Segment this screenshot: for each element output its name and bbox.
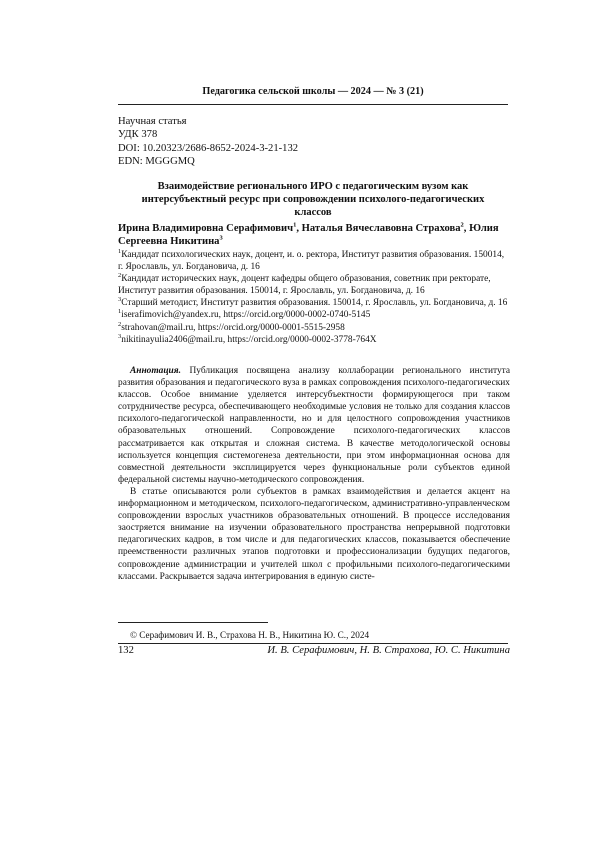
- abstract-label: Аннотация.: [130, 366, 181, 376]
- journal-header: Педагогика сельской школы — 2024 — № 3 (21): [202, 86, 424, 97]
- running-authors: И. В. Серафимович, Н. В. Страхова, Ю. С. Никитина: [267, 645, 510, 656]
- udk: УДК 378: [118, 129, 158, 141]
- affiliation-item: $^1$Кандидат психологических наук, доцент, и. о. ректора, Институт развития образования. 150014, г. Ярославль, ул. Богдановича, д. 16: [118, 247, 505, 273]
- edn: EDN: MGGGMQ: [118, 156, 195, 168]
- footnote-rule: [118, 622, 268, 623]
- affiliation-item: $^3$Старший методист, Институт развития образования. 150014, г. Ярославль, ул. Богдановича, д. 16: [118, 296, 508, 309]
- abstract: [118, 365, 510, 583]
- author-name: Юлия Сергеевна Никитина: [118, 223, 499, 247]
- authors-line: Ирина Владимировна Серафимович$^1$, Наталья Вячеславовна Страхова$^2$, Юлия Сергеевна Никитина$^3$: [118, 221, 499, 247]
- article-title: Взаимодействие регионального ИРО с педагогическим вузом как интерсубъектный ресурс при сопровождении психолого-педагогических классов: [141, 181, 485, 218]
- author-sup: 3: [219, 234, 223, 242]
- affiliations: [118, 249, 510, 346]
- author-sup: 1: [293, 221, 297, 229]
- affiliation-item: $^2$Кандидат исторических наук, доцент кафедры общего образования, советник при ректорате, Институт развития образования. 150014, г. Ярославль, ул. Богдановича, д. 16: [118, 272, 491, 297]
- footer-rule: [118, 643, 508, 644]
- author-name: Наталья Вячеславовна Страхова: [301, 223, 461, 234]
- abstract-paragraph: В статье описываются роли субъектов в рамках взаимодействия и делается акцент на информационном и методическом, психолого-педагогическом, административно-управленческом сопровождении взрослых участников образовательных отношений. В процессе исследования заостряется внимание на изучении образовательного пространства непрерывной подготовки педагогических кадров, в том числе и для педагогических классов, показывается обеспечение преемственности различных этапов подготовки и профессионализации будущих педагогов, сопровождение администрации и учителей школ с профильными психолого-педагогическими классами. Раскрывается задача интегрирования в единую систе-: [118, 486, 510, 582]
- contact-item: $^2$strahovan@mail.ru, https://orcid.org/0000-0001-5515-2958: [118, 320, 345, 333]
- article-type: Научная статья: [118, 116, 187, 127]
- header-rule: [118, 104, 508, 105]
- contact-item: $^1$iserafimovich@yandex.ru, https://orcid.org/0000-0002-0740-5145: [118, 308, 371, 321]
- contact-item: $^3$nikitinayulia2406@mail.ru, https://orcid.org/0000-0002-3778-764X: [118, 332, 377, 345]
- doi: DOI: 10.20323/2686-8652-2024-3-21-132: [118, 142, 299, 154]
- page-number: 132: [118, 645, 134, 656]
- author-sup: 2: [460, 221, 464, 229]
- author-name: Ирина Владимировна Серафимович: [118, 223, 294, 234]
- abstract-paragraph: Аннотация. Публикация посвящена анализу коллаборации регионального института развития образования и педагогического вуза в рамках сопровождения психолого-педагогических классов. Особое внимание уделяется интерсубъектности формирующегося при таком сотрудничестве ресурса, обеспечивающего необходимые условия не только для создания классов психолого-педагогической направленности, но и для целостного сопровождения участников образовательных отношений. Сопровождение психолого-педагогических классов рассматривается как открытая и сложная система. В качестве методологической основы используется концепция системогенеза деятельности, при этом информационная основа для совместной деятельности эксплицируется через функциональные роли субъектов единой федеральной системы научно-методического сопровождения.: [118, 366, 510, 485]
- article-meta: [118, 115, 298, 169]
- copyright: © Серафимович И. В., Страхова Н. В., Никитина Ю. С., 2024: [130, 630, 370, 640]
